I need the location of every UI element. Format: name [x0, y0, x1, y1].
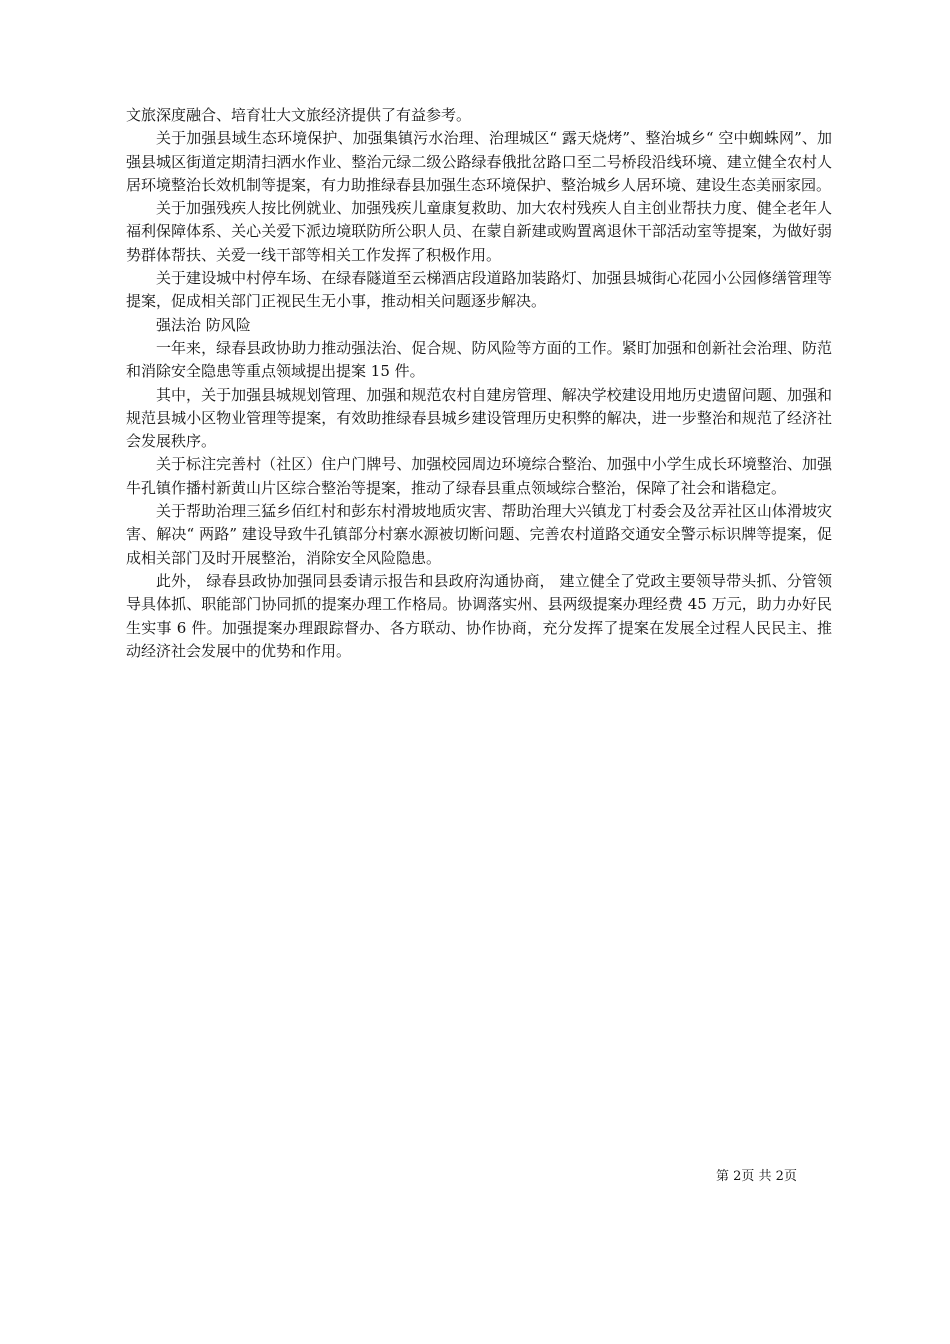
- paragraph-welfare: 关于加强残疾人按比例就业、加强残疾儿童康复救助、加大农村残疾人自主创业帮扶力度、健全老年人福利保障体系、关心关爱下派边境联防所公职人员、在蒙自新建或购置离退休干部活动室等提案，为做好弱势群体帮扶、关爱一线干部等相关工作发挥了积极作用。: [126, 199, 832, 264]
- paragraph-disaster: 关于帮助治理三猛乡佰红村和彭东村滑坡地质灾害、帮助治理大兴镇龙丁村委会及岔弄社区山体滑坡灾害、解决“ 两路” 建设导致牛孔镇部分村寨水源被切断问题、完善农村道路交通安全警示标识牌等提案，促成相关部门及时开展整治，消除安全风险隐患。: [126, 502, 832, 567]
- paragraph-governance: 关于标注完善村（社区）住户门牌号、加强校园周边环境综合整治、加强中小学生成长环境整治、加强牛孔镇作播村新黄山片区综合整治等提案，推动了绿春县重点领域综合整治，保障了社会和谐稳定。: [126, 455, 832, 497]
- paragraph-ecology: 关于加强县域生态环境保护、加强集镇污水治理、治理城区“ 露天烧烤”、整治城乡“ 空中蜘蛛网”、加强县城区街道定期清扫洒水作业、整治元绿二级公路绿春俄批岔路口至二号桥段沿线环境、建立健全农村人居环境整治长效机制等提案，有力助推绿春县加强生态环境保护、整治城乡人居环境、建设生态美丽家园。: [126, 129, 832, 194]
- section-heading: 强法治 防风险: [156, 315, 251, 334]
- page-number: 第 2页 共 2页: [716, 1169, 797, 1184]
- paragraph-livelihood: 关于建设城中村停车场、在绿春隧道至云梯酒店段道路加装路灯、加强县城街心花园小公园修缮管理等提案，促成相关部门正视民生无小事，推动相关问题逐步解决。: [126, 269, 832, 311]
- paragraph-summary: 此外， 绿春县政协加强同县委请示报告和县政府沟通协商， 建立健全了党政主要领导带头抓、分管领导具体抓、职能部门协同抓的提案办理工作格局。协调落实州、县两级提案办理经费 45 万元，助力办好民生实事 6 件。加强提案办理跟踪督办、各方联动、协作协商，充分发挥了提案在发展全过程人民民主、推动经济社会发展中的优势和作用。: [126, 571, 832, 660]
- paragraph-continuation: 文旅深度融合、培育壮大文旅经济提供了有益参考。: [126, 106, 472, 124]
- paragraph-rule-of-law: 一年来，绿春县政协助力推动强法治、促合规、防风险等方面的工作。紧盯加强和创新社会治理、防范和消除安全隐患等重点领域提出提案 15 件。: [126, 338, 832, 381]
- paragraph-planning: 其中，关于加强县城规划管理、加强和规范农村自建房管理、解决学校建设用地历史遗留问题、加强和规范县城小区物业管理等提案，有效助推绿春县城乡建设管理历史积弊的解决，进一步整治和规范了经济社会发展秩序。: [126, 385, 832, 451]
- document-body: [126, 104, 832, 663]
